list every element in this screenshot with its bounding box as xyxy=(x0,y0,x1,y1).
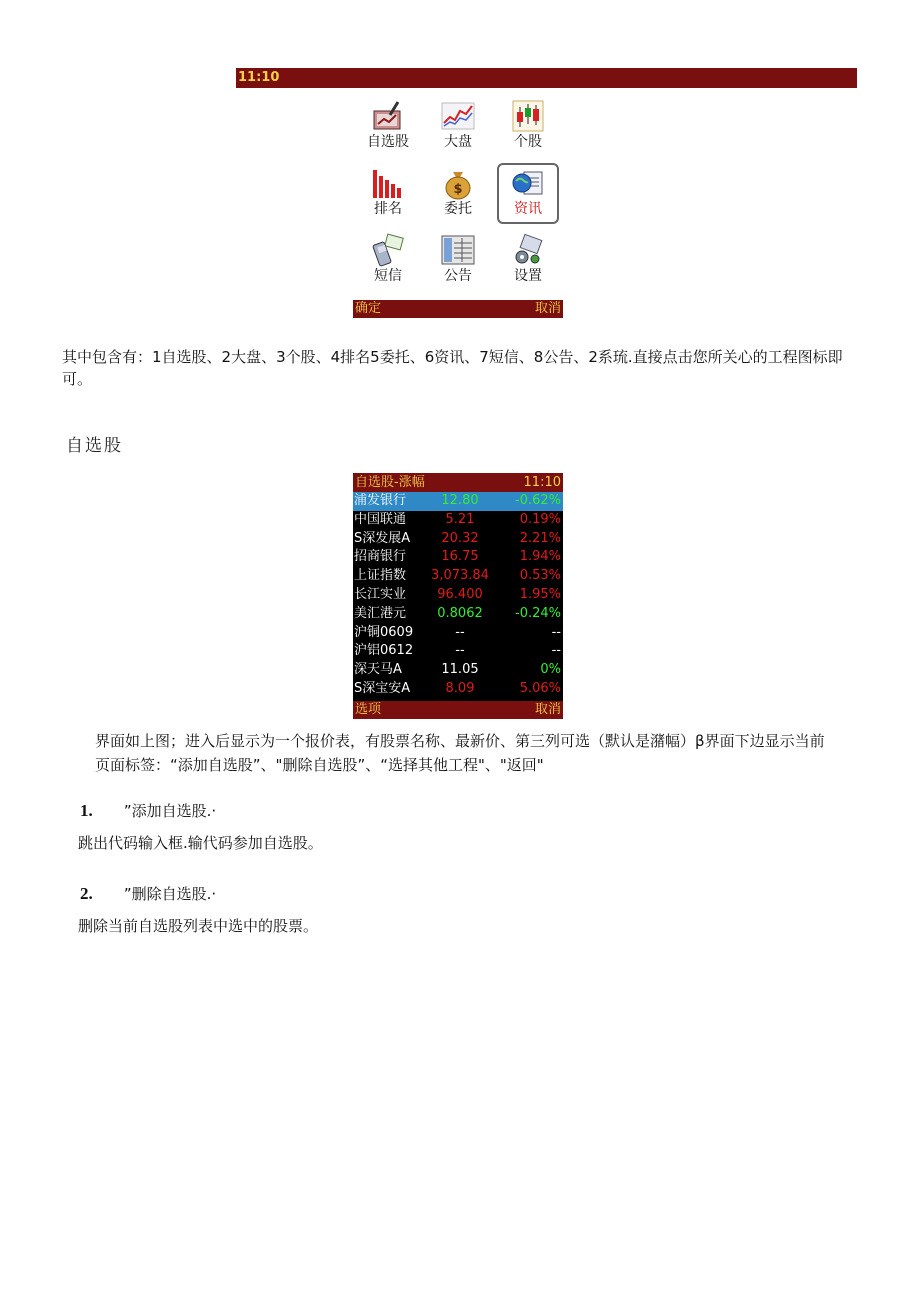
watchlist-icon xyxy=(370,99,406,133)
stock-name: 美汇港元 xyxy=(354,605,407,621)
settings-tools-icon xyxy=(510,233,546,267)
menu-item-news[interactable] xyxy=(497,163,559,224)
watchlist-screen xyxy=(353,473,563,719)
ranking-bars-icon xyxy=(370,166,406,200)
stock-change: -- xyxy=(551,643,561,659)
menu-item-label: 个股 xyxy=(514,134,542,150)
menu-item-label: 自选股 xyxy=(367,134,409,150)
cancel-softkey[interactable]: 取消 xyxy=(534,702,561,717)
table-row[interactable] xyxy=(353,642,563,661)
stock-change: 5.06% xyxy=(519,680,561,696)
watchlist-table xyxy=(353,492,563,699)
stock-price: 16.75 xyxy=(441,549,479,565)
stock-name: 招商银行 xyxy=(354,549,407,565)
menu-item-watchlist[interactable] xyxy=(353,94,423,161)
table-row[interactable] xyxy=(353,586,563,605)
menu-screen xyxy=(353,90,563,318)
stock-change: 1.94% xyxy=(519,549,561,565)
stock-change: 2.21% xyxy=(519,530,561,546)
menu-item-label: 大盘 xyxy=(444,134,472,150)
watchlist-title: 自选股-涨幅 xyxy=(355,475,425,490)
stock-change: 0.53% xyxy=(519,568,561,584)
item-number: 2. xyxy=(80,884,93,903)
stock-name: 长江实业 xyxy=(354,586,407,602)
menu-item-settings[interactable] xyxy=(493,228,563,295)
table-row[interactable] xyxy=(353,548,563,567)
options-softkey[interactable]: 选项 xyxy=(355,702,382,717)
stock-price: 3,073.84 xyxy=(431,568,489,584)
stock-name: S深宝安A xyxy=(354,680,411,696)
menu-grid xyxy=(353,94,563,295)
watchlist-title-bar xyxy=(353,473,563,492)
stock-name: 深天马A xyxy=(354,662,402,678)
table-row[interactable] xyxy=(353,530,563,549)
description-line-2: 页面标签：“添加自选股”、"删除自选股”、“选择其他工程"、"返回" xyxy=(95,756,544,774)
stock-name: 沪铜0609 xyxy=(354,624,414,640)
menu-item-stock[interactable] xyxy=(493,94,563,161)
menu-item-label: 资讯 xyxy=(514,201,542,217)
menu-item-label: 短信 xyxy=(374,268,402,284)
watchlist-time: 11:10 xyxy=(523,475,561,490)
menu-item-announcement[interactable] xyxy=(423,228,493,295)
menu-softkey-bar xyxy=(353,300,563,318)
menu-item-label: 委托 xyxy=(444,201,472,217)
menu-item-label: 设置 xyxy=(514,268,542,284)
stock-change: -0.24% xyxy=(515,605,561,621)
svg-text:$: $ xyxy=(453,182,463,197)
stock-change: -- xyxy=(551,624,561,640)
stock-change: 1.95% xyxy=(519,586,561,602)
menu-item-ranking[interactable] xyxy=(353,161,423,228)
item-2-body: 删除当前自选股列表中选中的股票。 xyxy=(78,917,319,935)
candlestick-icon xyxy=(510,99,546,133)
menu-item-trade[interactable] xyxy=(423,161,493,228)
item-number: 1. xyxy=(80,801,93,820)
announcement-board-icon xyxy=(440,233,476,267)
table-row[interactable] xyxy=(353,492,563,511)
stock-change: 0.19% xyxy=(519,511,561,527)
stock-price: 5.21 xyxy=(445,511,475,527)
stock-name: 中国联通 xyxy=(354,511,407,527)
stock-price: 12.80 xyxy=(441,493,479,508)
cancel-softkey[interactable]: 取消 xyxy=(534,301,561,316)
stock-change: 0% xyxy=(540,662,561,678)
stock-name: S深发展A xyxy=(354,530,411,546)
stock-name: 浦发银行 xyxy=(354,493,407,508)
table-row[interactable] xyxy=(353,511,563,530)
stock-name: 沪铝0612 xyxy=(354,643,414,659)
table-row[interactable] xyxy=(353,680,563,699)
menu-item-label: 公告 xyxy=(444,268,472,284)
stock-price: -- xyxy=(455,643,465,659)
stock-name: 上证指数 xyxy=(354,568,407,584)
intro-paragraph: 其中包含有：1自选股、2大盘、3个股、4排名5委托、6资讯、7短信、8公告、2系琉.直接点击您所关心的工程图标即可。 xyxy=(62,348,843,388)
sms-phone-icon xyxy=(370,233,406,267)
menu-item-sms[interactable] xyxy=(353,228,423,295)
section-heading: 自选股 xyxy=(66,436,123,456)
news-globe-icon xyxy=(510,166,546,200)
table-row[interactable] xyxy=(353,624,563,643)
table-row[interactable] xyxy=(353,661,563,680)
stock-change: -0.62% xyxy=(515,493,561,508)
menu-status-bar xyxy=(236,68,857,88)
watchlist-softkey-bar xyxy=(353,701,563,719)
item-1-body: 跳出代码输入框.输代码参加自选股。 xyxy=(78,834,323,852)
menu-status-time: 11:10 xyxy=(238,70,280,85)
market-chart-icon xyxy=(440,99,476,133)
stock-price: 11.05 xyxy=(441,662,479,678)
item-title: ”添加自选股.· xyxy=(123,802,217,820)
stock-price: -- xyxy=(455,624,465,640)
menu-item-label: 排名 xyxy=(374,201,402,217)
item-2-heading xyxy=(80,883,216,905)
stock-price: 8.09 xyxy=(445,680,475,696)
confirm-softkey[interactable]: 确定 xyxy=(355,301,382,316)
table-row[interactable] xyxy=(353,567,563,586)
money-bag-icon xyxy=(440,166,476,200)
menu-item-market[interactable] xyxy=(423,94,493,161)
item-1-heading xyxy=(80,800,216,822)
item-title: ”删除自选股.· xyxy=(123,885,217,903)
stock-price: 0.8062 xyxy=(437,605,483,621)
stock-price: 96.400 xyxy=(437,586,483,602)
stock-price: 20.32 xyxy=(441,530,479,546)
table-row[interactable] xyxy=(353,605,563,624)
description-line-1: 界面如上图；进入后显示为一个报价表，有股票名称、最新价、第三列可选（默认是潴幅）β界面下边显示当前 xyxy=(95,732,825,750)
